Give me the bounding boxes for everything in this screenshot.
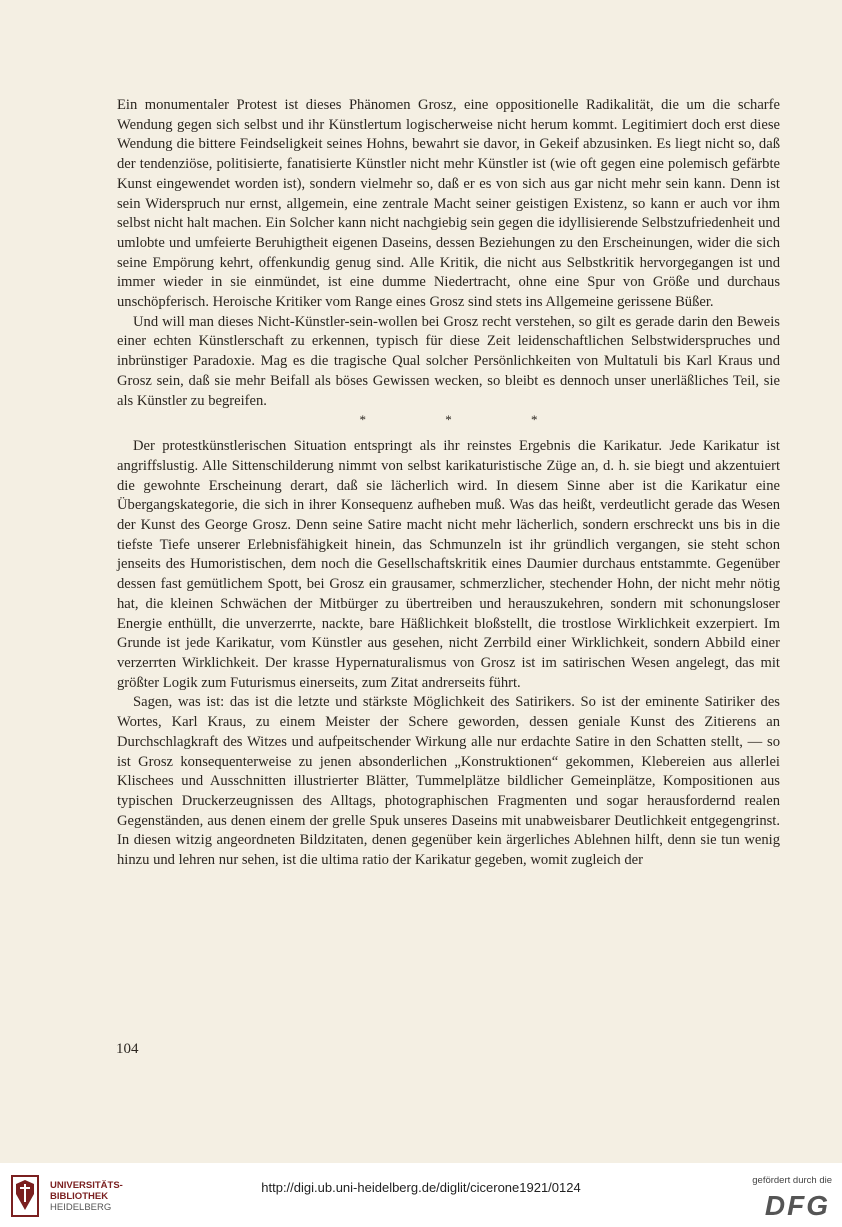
paragraph: Und will man dieses Nicht-Künstler-sein-wollen bei Grosz recht verstehen, so gilt es gerade darin den Beweis einer echten Künstlerschaft zu erkennen, typisch für diese Zeit leidenschaftlichen Selbstwiderspruches und inbrünstiger Paradoxie. Mag es die tragische Qual solcher Persönlichkeiten von Multatuli bis Karl Kraus und Grosz sein, daß sie mehr Beifall als böses Gewissen wecken, so bleibt es dennoch unser unerläßliches Teil, sie als Künstler zu begreifen. <box>117 313 780 409</box>
footer-bar <box>0 1163 842 1227</box>
section-separator: * * * <box>359 412 576 428</box>
page-number: 104 <box>116 1041 139 1057</box>
dfg-logo: DFG <box>764 1190 830 1221</box>
paragraph: Der protestkünstlerischen Situation entspringt als ihr reinstes Ergebnis die Karikatur. Jede Karikatur ist angriffslustig. Alle Sittenschilderung nimmt von selbst karikaturistische Züge an, d. h. sie biegt und akzentuiert die gewohnte Erscheinung derart, daß sie lächerlich wird. In diesem Sinne aber ist die Karikatur eine Übergangskategorie, die sich in ihrer Konsequenz aufheben muß. Was das heißt, verdeutlicht gerade das Wesen der Kunst des George Grosz. Denn seine Satire macht nicht mehr lächerlich, sondern erschreckt uns bis in die tiefste Tiefe unserer Erlebnisfähigkeit hinein, das Schmunzeln ist ihr gründlich vergangen, sie steht schon jenseits des Humoristischen, dem noch die Gesellschaftskritik eines Daumier durchaus entstammte. Gegenüber dessen fast gemütlichem Spott, bei Grosz ein grausamer, schmerzlicher, stechender Hohn, der nicht mehr nötig hat, die kleinen Schwächen der Mitbürger zu übertreiben und herauszukehren, sondern mit schonungsloser Energie enthüllt, die unverzerrte, nackte, bare Häßlichkeit bloßstellt, die trostlose Wirklichkeit exzerpiert. Im Grunde ist jede Karikatur, vom Künstler aus gesehen, nicht Zerrbild einer Wirklichkeit, sondern Abbild einer verzerrten Wirklichkeit. Der krasse Hypernaturalismus von Grosz ist im satirischen Wesen angelegt, das mit größter Logik zum Futurismus einerseits, zum Zitat andrerseits führt. <box>117 438 780 691</box>
paragraph: Sagen, was ist: das ist die letzte und stärkste Möglichkeit des Satirikers. So ist der eminente Satiriker des Wortes, Karl Kraus, zu einem Meister der Schere geworden, dessen geniale Kunst des Zitierens an Durchschlagkraft des Witzes und aufpeitschender Wirkung alle nur erdachte Satire in den Schatten stellt, — so ist Grosz konsequenterweise zu jenen absonderlichen „Konstruktionen“ gekommen, Klebereien aus allerlei Klischees und Ausschnitten illustrierter Blätter, Tummelplätze bildlicher Gemeinplätze, Kompositionen aus typischen Druckerzeugnissen des Alltags, photographischen Fragmenten und sogar herausfordernd realen Gegenständen, aus denen einem der grelle Spuk unseres Daseins mit unabweisbarer Deutlichkeit entgegengrinst. In diesen witzig angeordneten Bildzitaten, denen gegenüber kein ärgerliches Ablehnen hilft, denn sie tun wenig hinzu und lehren nur sehen, ist die ultima ratio der Karikatur gegeben, womit zugleich der <box>117 694 780 869</box>
university-line: UNIVERSITÄTS- <box>50 1180 123 1191</box>
university-line: HEIDELBERG <box>50 1202 112 1213</box>
source-url-link[interactable]: http://digi.ub.uni-heidelberg.de/diglit/cicerone1921/0124 <box>261 1180 581 1195</box>
funded-by-label: gefördert durch die <box>752 1175 832 1186</box>
body-text <box>117 96 780 871</box>
university-line: BIBLIOTHEK <box>50 1191 109 1202</box>
paragraph: Ein monumentaler Protest ist dieses Phänomen Grosz, eine oppositionelle Radikalität, die um die scharfe Wendung gegen sich selbst und ihr Künstlertum logischerweise nicht herum kommt. Legitimiert doch erst diese Wendung die bittere Feindseligkeit seines Hohns, bewahrt sie davor, in Gekeif abzusinken. Es liegt nicht so, daß der tendenziöse, politisierte, fanatisierte Künstler nicht mehr Künstler ist (wie oft gegen eine polemisch gefärbte Kunst eingewendet worden ist), sondern vielmehr so, daß er es von sich aus gar nicht mehr sein kann. Denn ist sein Widerspruch nur ernst, allgemein, eine zentrale Macht seiner geistigen Existenz, so kann er auch vor ihm selbst nicht halt machen. Ein Solcher kann nicht nachgiebig sein gegen die idyllisierende Selbstzufriedenheit und umlobte und umfeierte Beruhigtheit eigenen Daseins, dessen Beziehungen zu den Erscheinungen, wider die sich seine Empörung kehrt, offenkundig genug sind. Alle Kritik, die nicht aus Selbstkritik hervorgegangen ist und immer wieder in sie einmündet, ist eine dumme Niedertracht, ohne eine Spur von Größe und durchaus unschöpferisch. Heroische Kritiker vom Range eines Grosz sind stets ins Allgemeine gerissene Büßer. <box>117 97 780 311</box>
